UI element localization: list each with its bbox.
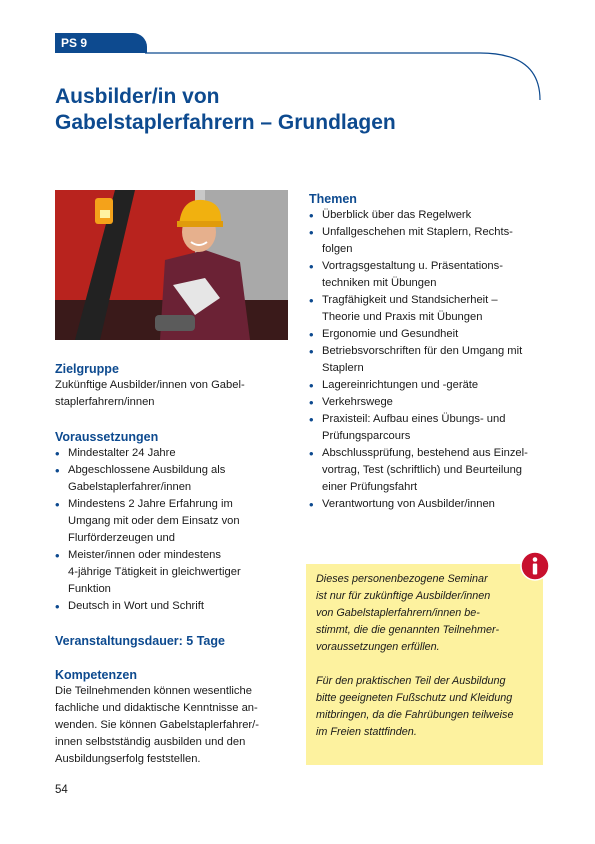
section-kompetenzen	[55, 667, 295, 768]
list-item: • Deutsch in Wort und Schrift	[55, 598, 295, 615]
kompetenzen-heading: Kompetenzen	[55, 668, 137, 682]
zielgruppe-heading: Zielgruppe	[55, 362, 119, 376]
list-item: • Verantwortung von Ausbilder/innen	[309, 496, 549, 513]
list-item: • Unfallgeschehen mit Staplern, Rechts- folgen	[309, 224, 549, 258]
themen-list	[309, 207, 549, 513]
section-dauer	[55, 633, 295, 649]
course-code-tab	[55, 33, 147, 53]
zielgruppe-line: staplerfahrern/innen	[55, 396, 155, 408]
list-item: • Meister/innen oder mindestens 4-jährige Tätigkeit in gleichwertiger Funktion	[55, 547, 295, 598]
info-paragraph-1: Dieses personenbezogene Seminar ist nur für zukünftige Ausbilder/innen von Gabelstaplerfahrern/innen be- stimmt, die die genannten Teilnehmer- voraussetzungen erfüllen.	[316, 573, 500, 653]
info-box	[306, 564, 543, 765]
section-themen	[309, 191, 549, 513]
info-paragraph-2: Für den praktischen Teil der Ausbildung bitte geeigneten Fußschutz und Kleidung mitbringen, da die Fahrübungen teilweise im Freien stattfinden.	[316, 675, 514, 738]
list-item: • Ergonomie und Gesundheit	[309, 326, 549, 343]
list-item: • Mindestalter 24 Jahre	[55, 445, 295, 462]
list-item: • Betriebsvorschriften für den Umgang mit Staplern	[309, 343, 549, 377]
list-item: • Abgeschlossene Ausbildung als Gabelstaplerfahrer/innen	[55, 462, 295, 496]
page-title	[55, 84, 535, 136]
page-number: 54	[55, 784, 68, 796]
list-item: • Tragfähigkeit und Standsicherheit – Theorie und Praxis mit Übungen	[309, 292, 549, 326]
list-item: • Mindestens 2 Jahre Erfahrung im Umgang mit oder dem Einsatz von Flurförderzeugen und	[55, 496, 295, 547]
title-line-1: Ausbilder/in von	[55, 85, 220, 108]
themen-heading: Themen	[309, 192, 357, 206]
forklift-driver-photo	[55, 190, 288, 340]
section-voraussetzungen	[55, 429, 295, 615]
zielgruppe-line: Zukünftige Ausbilder/innen von Gabel-	[55, 379, 245, 391]
dauer-heading: Veranstaltungsdauer: 5 Tage	[55, 634, 225, 648]
course-code: PS 9	[61, 36, 88, 50]
zielgruppe-text	[55, 377, 295, 411]
list-item: • Überblick über das Regelwerk	[309, 207, 549, 224]
voraussetzungen-heading: Voraussetzungen	[55, 430, 159, 444]
kompetenzen-text: Die Teilnehmenden können wesentliche fachliche und didaktische Kenntnisse an- wenden. Sie können Gabelstaplerfahrer/- innen selbstständig ausbilden und den Ausbildungserfolg feststellen.	[55, 685, 259, 765]
title-line-2: Gabelstaplerfahrern – Grundlagen	[55, 111, 396, 134]
list-item: • Praxisteil: Aufbau eines Übungs- und Prüfungsparcours	[309, 411, 549, 445]
section-zielgruppe	[55, 361, 295, 411]
info-icon	[520, 551, 550, 581]
voraussetzungen-list	[55, 445, 295, 615]
list-item: • Abschlussprüfung, bestehend aus Einzel- vortrag, Test (schriftlich) und Beurteilung einer Prüfungsfahrt	[309, 445, 549, 496]
list-item: • Verkehrswege	[309, 394, 549, 411]
list-item: • Vortragsgestaltung u. Präsentations- techniken mit Übungen	[309, 258, 549, 292]
list-item: • Lagereinrichtungen und -geräte	[309, 377, 549, 394]
